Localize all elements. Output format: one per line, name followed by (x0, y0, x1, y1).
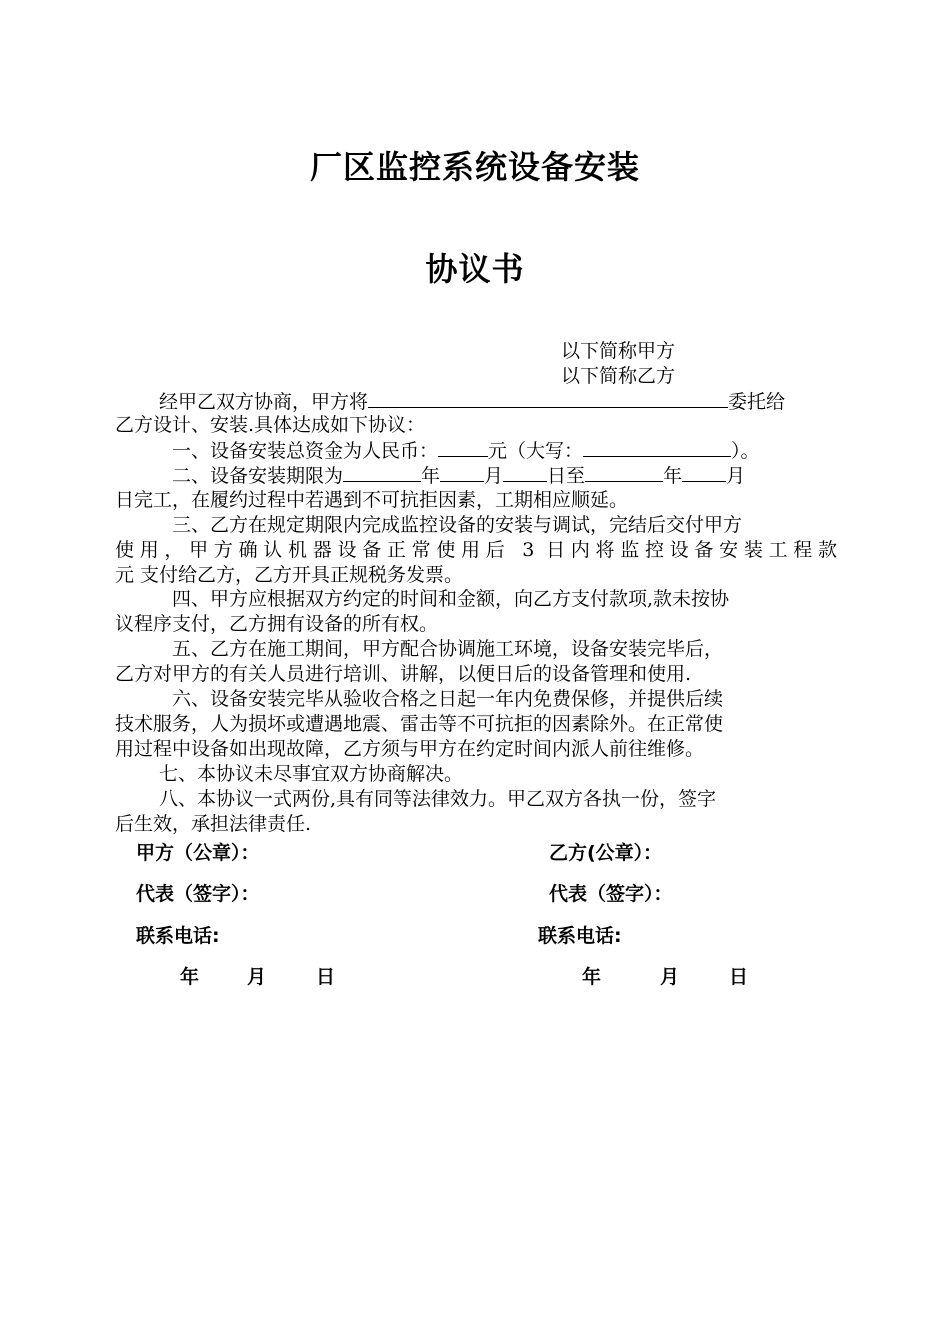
party-b-date-year: 年 (582, 966, 602, 988)
preamble-line2: 乙方设计、安装.具体达成如下协议： (115, 414, 426, 436)
start-month-blank[interactable] (440, 463, 484, 482)
party-b-date-month: 月 (660, 966, 680, 988)
party-a-date-year: 年 (180, 966, 200, 988)
amount-blank[interactable] (438, 438, 488, 457)
amount-in-words-blank[interactable] (583, 438, 731, 457)
party-a-phone-label: 联系电话: (136, 925, 220, 947)
clause-3-line1: 三、乙方在规定期限内完成监控设备的安装与调试，完结后交付甲方 (172, 514, 743, 536)
clause-2-year: 年 (421, 465, 441, 487)
clause-2-text-a: 二、设备安装期限为 (172, 465, 344, 487)
clause-5-line2: 乙方对甲方的有关人员进行培训、讲解，以便日后的设备管理和使用. (115, 663, 692, 685)
clause-2-line2: 日完工，在履约过程中若遇到不可抗拒因素，工期相应顺延。 (115, 489, 629, 511)
clause-6-line3: 用过程中设备如出现故障，乙方须与甲方在约定时间内派人前往维修。 (115, 738, 705, 760)
party-b-rep-label: 代表（签字）： (549, 883, 673, 905)
clause-6-line1: 六、设备安装完毕从验收合格之日起一年内免费保修，并提供后续 (172, 688, 724, 710)
party-a-date-day: 日 (316, 966, 336, 988)
clause-3-line3: 元 支付给乙方，乙方开具正规税务发票。 (115, 564, 464, 586)
clause-1-text-b: 元（大写： (488, 440, 584, 462)
party-b-phone-label: 联系电话: (538, 925, 622, 947)
clause-2-month: 月 (484, 465, 504, 487)
preamble-text-b: 委托给 (728, 391, 786, 413)
party-b-date-day: 日 (729, 966, 749, 988)
party-a-rep-label: 代表（签字）： (136, 883, 260, 905)
party-a-seal-label: 甲方（公章）： (136, 842, 260, 864)
end-month-blank[interactable] (682, 463, 726, 482)
document-title-line2: 协议书 (425, 250, 525, 288)
clause-8-line2: 后生效，承担法律责任. (115, 813, 312, 835)
party-a-label: 以下简称甲方 (561, 340, 676, 362)
end-year-blank[interactable] (585, 463, 663, 482)
clause-1-text-c: ）。 (731, 440, 760, 462)
clause-6-line2: 技术服务，人为损坏或遭遇地震、雷击等不可抗拒的因素除外。在正常使 (115, 713, 724, 735)
party-b-label: 以下简称乙方 (561, 365, 676, 387)
clause-2-month2: 月 (726, 465, 746, 487)
clause-7: 七、本协议未尽事宜双方协商解决。 (159, 763, 464, 785)
clause-4-line1: 四、甲方应根据双方约定的时间和金额，向乙方支付款项,款未按协 (172, 588, 730, 610)
clause-1 (172, 438, 760, 464)
clause-8-line1: 八、本协议一式两份,具有同等法律效力。甲乙双方各执一份，签字 (159, 788, 717, 810)
clause-5-line1: 五、乙方在施工期间，甲方配合协调施工环境，设备安装完毕后， (172, 638, 724, 660)
party-a-date-month: 月 (247, 966, 267, 988)
start-day-blank[interactable] (503, 463, 547, 482)
party-b-seal-label: 乙方(公章）： (549, 842, 663, 864)
agreement-body (115, 0, 837, 1344)
clause-2-year2: 年 (663, 465, 683, 487)
start-year-blank[interactable] (343, 463, 421, 482)
clause-2-line1 (172, 463, 745, 489)
clause-1-text-a: 一、设备安装总资金为人民币： (172, 440, 439, 462)
preamble-line1 (159, 389, 785, 415)
clause-3-line2: 使用，甲方确认机器设备正常使用后 3 日内将监控设备安装工程款 (115, 539, 837, 561)
clause-4-line2: 议程序支付，乙方拥有设备的所有权。 (115, 613, 439, 635)
document-title-line1: 厂区监控系统设备安装 (309, 148, 640, 186)
clause-2-day-to: 日至 (547, 465, 586, 487)
project-name-blank[interactable] (368, 389, 728, 408)
preamble-text-a: 经甲乙双方协商，甲方将 (159, 391, 369, 413)
